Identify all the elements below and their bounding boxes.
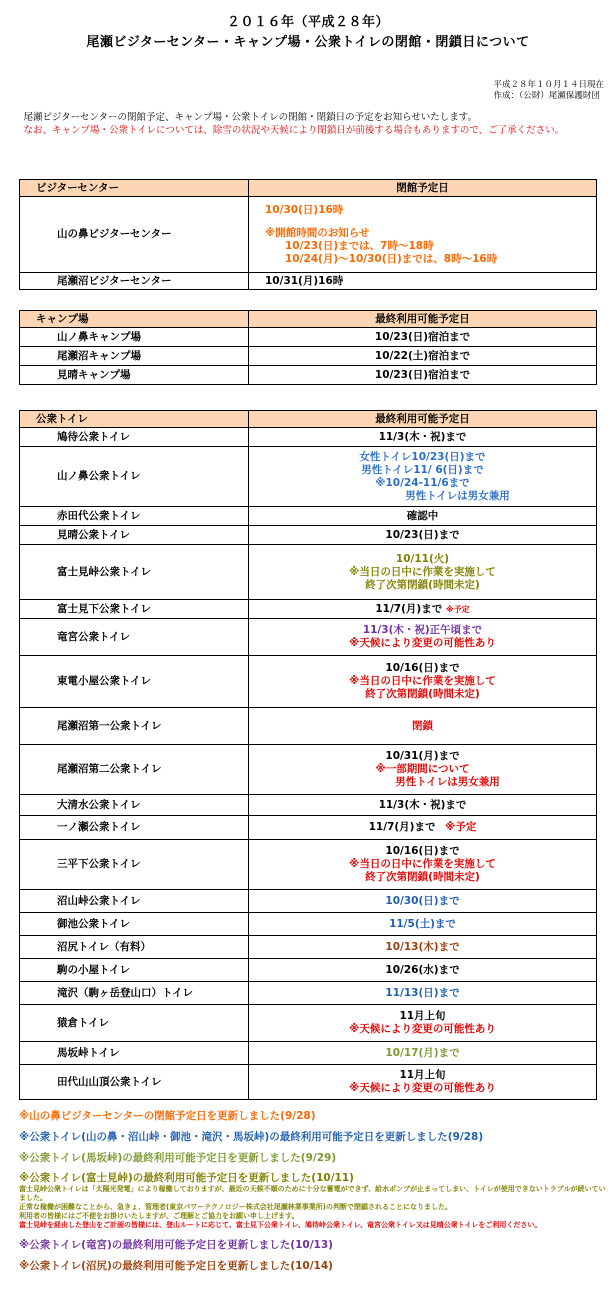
last-use-date (249, 840, 597, 890)
last-use-date (249, 545, 597, 600)
facility-name: 見晴公衆トイレ (20, 526, 249, 545)
title-main: 尾瀬ビジターセンター・キャンプ場・公衆トイレの閉館・閉鎖日について (86, 35, 530, 50)
table-row (20, 347, 597, 366)
table-row (20, 328, 597, 347)
table-row (20, 936, 597, 959)
update-note: ※公衆トイレ(馬坂峠)の最終利用可能予定日を更新しました(9/29) (19, 1152, 337, 1164)
header-value: 最終利用可能予定日 (249, 311, 597, 328)
update-note: ※公衆トイレ(沼尻)の最終利用可能予定日を更新しました(10/14) (19, 1260, 333, 1272)
meta-author: 作成：（公財）尾瀬保護財団 (493, 91, 600, 101)
note-line: ※一部期間について (375, 763, 470, 775)
note-line: 10/11(火) (395, 552, 450, 565)
facility-name: 滝沢（駒ヶ岳登山口）トイレ (20, 982, 249, 1005)
closing-date (249, 197, 597, 273)
last-use-date: 10/23(日)宿泊まで (249, 328, 597, 347)
facility-name: 大清水公衆トイレ (20, 795, 249, 816)
tentative-mark: ※予定 (445, 604, 470, 614)
facility-name: 竜宮公衆トイレ (20, 619, 249, 656)
facility-name: 山の鼻ビジターセンター (20, 197, 249, 273)
table-row (20, 1042, 597, 1065)
date-text: 11/7(月)まで (375, 602, 443, 615)
table-row (20, 840, 597, 890)
table-row (20, 745, 597, 795)
table-row (20, 507, 597, 526)
intro-line-1: 尾瀬ビジターセンターの閉館予定、キャンプ場・公衆トイレの閉館・閉鎖日の予定をお知らせいたします。 (14, 112, 478, 123)
update-note-detail: 富士見峠を経由した登山をご計画の皆様には、登山ルートに応じて、富士見下公衆トイレ、鳩待峠公衆トイレ、竜宮公衆トイレ又は見晴公衆トイレをご利用ください。 (19, 1221, 542, 1229)
date-text: 11/7(月)まで (368, 821, 436, 833)
note-line: 10/16(日)まで (385, 662, 460, 674)
facility-name: 赤田代公衆トイレ (20, 507, 249, 526)
facility-name: 田代山山頂公衆トイレ (20, 1065, 249, 1100)
table-row (20, 545, 597, 600)
update-note: ※公衆トイレ(竜宮)の最終利用可能予定日を更新しました(10/13) (19, 1239, 333, 1251)
table-row (20, 428, 597, 447)
last-use-date: 10/30(日)まで (249, 890, 597, 913)
hours-notice-line-1: 10/23(日)までは、7時～18時 (285, 239, 434, 252)
last-use-date: 閉鎖 (249, 708, 597, 745)
facility-name: 見晴キャンプ場 (20, 366, 249, 385)
last-use-date: 11/13(日)まで (249, 982, 597, 1005)
last-use-date (249, 656, 597, 708)
note-line: 終了次第閉鎖(時間未定) (365, 688, 480, 700)
note-line: 終了次第閉鎖(時間未定) (365, 578, 480, 591)
header-value: 最終利用可能予定日 (249, 411, 597, 428)
table-row (20, 795, 597, 816)
tentative-mark: ※予定 (445, 821, 477, 833)
hours-notice-title: ※開館時間のお知らせ (265, 226, 370, 239)
facility-name: 三平下公衆トイレ (20, 840, 249, 890)
facility-name: 山ノ鼻キャンプ場 (20, 328, 249, 347)
last-use-date: 10/22(土)宿泊まで (249, 347, 597, 366)
note-line: 10/31(月)まで (385, 750, 460, 762)
table-row (20, 913, 597, 936)
note-line: 11月上旬 (399, 1069, 446, 1081)
facility-name: 沼尻トイレ（有料） (20, 936, 249, 959)
header-name: キャンプ場 (20, 311, 249, 328)
title-year: ２０１６年（平成２８年） (226, 15, 389, 30)
header-name: 公衆トイレ (20, 411, 249, 428)
table-header (20, 411, 597, 428)
campground-table (19, 310, 597, 385)
facility-name: 一ノ瀬公衆トイレ (20, 816, 249, 840)
last-use-date: 10/23(日)まで (249, 526, 597, 545)
facility-name: 駒の小屋トイレ (20, 959, 249, 982)
last-use-date (249, 816, 597, 840)
facility-name: 東電小屋公衆トイレ (20, 656, 249, 708)
facility-name: 尾瀬沼第一公衆トイレ (20, 708, 249, 745)
table-row (20, 619, 597, 656)
facility-name: 馬坂峠トイレ (20, 1042, 249, 1065)
last-use-date: 確認中 (249, 507, 597, 526)
table-row (20, 526, 597, 545)
table-row (20, 816, 597, 840)
note-line: ※天候により変更の可能性あり (349, 637, 496, 649)
facility-name: 尾瀬沼ビジターセンター (20, 273, 249, 290)
table-row (20, 366, 597, 385)
table-row (20, 959, 597, 982)
table-row (20, 447, 597, 507)
facility-name: 鳩待公衆トイレ (20, 428, 249, 447)
update-note: ※山の鼻ビジターセンターの閉館予定日を更新しました(9/28) (19, 1110, 316, 1122)
facility-name: 富士見峠公衆トイレ (20, 545, 249, 600)
table-header (20, 311, 597, 328)
note-line: 男性トイレは男女兼用 (405, 489, 510, 502)
table-row (20, 890, 597, 913)
table-row (20, 197, 597, 273)
last-use-date (249, 619, 597, 656)
last-use-date (249, 447, 597, 507)
table-row (20, 982, 597, 1005)
header-name: ビジターセンター (20, 180, 249, 197)
intro-line-2: なお、キャンプ場・公衆トイレについては、除雪の状況や天候により閉鎖日が前後する場合もありますので、ご了承ください。 (14, 124, 565, 136)
facility-name: 尾瀬沼キャンプ場 (20, 347, 249, 366)
facility-name: 山ノ鼻公衆トイレ (20, 447, 249, 507)
intro-text (14, 112, 604, 137)
note-line: ※天候により変更の可能性あり (349, 1023, 496, 1035)
note-line: ※当日の日中に作業を実施して (349, 675, 496, 687)
note-line: 男性トイレは男女兼用 (395, 776, 500, 788)
last-use-date: 10/26(水)まで (249, 959, 597, 982)
last-use-date (249, 1065, 597, 1100)
last-use-date: 11/3(木・祝)まで (249, 428, 597, 447)
last-use-date: 10/23(日)宿泊まで (249, 366, 597, 385)
update-note-detail: 利用者の皆様にはご不便をお掛けいたしますが、ご理解とご協力をお願い申し上げます。 (19, 1212, 299, 1220)
update-note-detail: 正常な稼働が困難なことから、急きょ、管理者(東京パワーテクノロジー株式会社尾瀬林業事業所)の判断で閉鎖されることになりました。 (19, 1203, 452, 1211)
table-row (20, 1005, 597, 1042)
table-row (20, 1065, 597, 1100)
facility-name: 御池公衆トイレ (20, 913, 249, 936)
meta-date: 平成２８年１０月１４日現在 (493, 80, 604, 90)
note-line: 11月上旬 (399, 1010, 446, 1022)
last-use-date (249, 600, 597, 619)
table-row (20, 273, 597, 290)
visitor-center-table (19, 179, 597, 290)
closing-date-value: 10/30(日)16時 (265, 203, 344, 216)
note-line: 10/16(日)まで (385, 845, 460, 857)
table-row (20, 708, 597, 745)
header-value: 閉館予定日 (249, 180, 597, 197)
update-note: ※公衆トイレ(山の鼻・沼山峠・御池・滝沢・馬坂峠)の最終利用可能予定日を更新しました(9/28) (19, 1131, 484, 1143)
note-line: 終了次第閉鎖(時間未定) (365, 871, 480, 883)
note-line: 11/3(木・祝)正午頃まで (362, 624, 483, 636)
table-row (20, 600, 597, 619)
closing-date: 10/31(月)16時 (249, 273, 597, 290)
last-use-date: 11/5(土)まで (249, 913, 597, 936)
note-line: ※10/24-11/6まで (375, 476, 470, 489)
note-line: ※当日の日中に作業を実施して (349, 858, 496, 870)
update-note-detail: 富士見峠公衆トイレは「太陽光発電」により稼働しておりますが、最近の天候不順のために十分な蓄電ができず、給水ポンプが止まってしまい、トイレが使用できないトラブルが続いていました。 (19, 1185, 606, 1202)
update-notes (19, 1109, 609, 1273)
facility-name: 沼山峠公衆トイレ (20, 890, 249, 913)
table-header (20, 180, 597, 197)
facility-name: 尾瀬沼第二公衆トイレ (20, 745, 249, 795)
facility-name: 猿倉トイレ (20, 1005, 249, 1042)
note-line: 男性トイレ11/ 6(日)まで (361, 463, 484, 476)
public-toilet-table (19, 410, 597, 1100)
table-row (20, 656, 597, 708)
note-line: 女性トイレ10/23(日)まで (359, 450, 486, 463)
last-use-date: 10/13(木)まで (249, 936, 597, 959)
last-use-date: 11/3(木・祝)まで (249, 795, 597, 816)
last-use-date (249, 1005, 597, 1042)
page-title (0, 13, 616, 53)
last-use-date (249, 745, 597, 795)
last-use-date: 10/17(月)まで (249, 1042, 597, 1065)
facility-name: 富士見下公衆トイレ (20, 600, 249, 619)
document-meta (493, 80, 604, 102)
note-line: ※天候により変更の可能性あり (349, 1082, 496, 1094)
note-line: ※当日の日中に作業を実施して (349, 565, 496, 578)
update-note: ※公衆トイレ(富士見峠)の最終利用可能予定日を更新しました(10/11) (19, 1172, 354, 1184)
hours-notice-line-2: 10/24(月)～10/30(日)までは、8時～16時 (285, 252, 498, 265)
